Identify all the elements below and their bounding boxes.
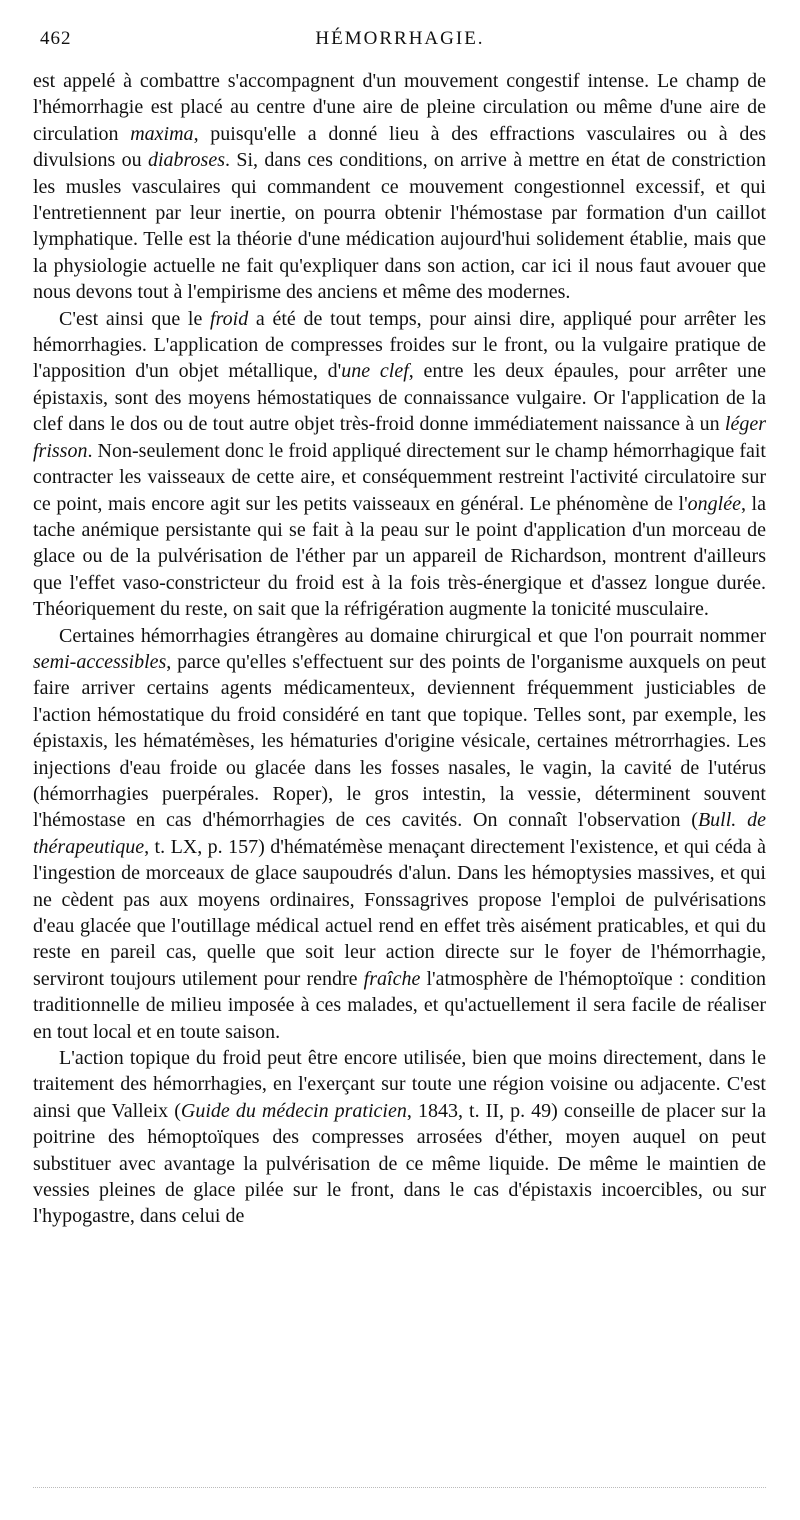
text-run: L'action topique du froid peut être encore utilisée, bien que moins directement, dans le traitement des hémorrhagies, en l'exerçant sur toute une région voisine ou adjacente. C'est ainsi que Valleix (: [33, 1047, 766, 1122]
text-run: a été de tout temps, pour ainsi dire, appliqué pour arrêter les hémorrhagies. L'application de compresses froides sur le front, ou la vulgaire pratique de l'apposition d'un objet métallique, d': [33, 307, 766, 383]
italic-text: froid: [210, 307, 249, 330]
italic-text: fraîche: [363, 967, 421, 990]
text-run: l'atmosphère de l'hémoptoïque : condition traditionnelle de milieu imposée à ces malades, et qu'actuellement il sera facile de réaliser en tout local et en toute saison.: [33, 967, 766, 1043]
paragraph: [33, 306, 766, 623]
italic-text: semi-accessibles: [33, 650, 167, 673]
paragraph: [33, 623, 766, 1046]
text-run: . Non-seulement donc le froid appliqué directement sur le champ hémorrhagique fait contracter les vaisseaux de cette aire, et conséquemment restreint l'activité circulatoire sur ce point, mais encore agit sur les petits vaisseaux en général. Le phénomène de l': [33, 439, 766, 515]
text-run: est appelé à combattre s'accompagnent d'un mouvement congestif intense. Le champ de l'hémorrhagie est placé au centre d'une aire de pleine circulation ou même d'une aire de circulation: [33, 70, 766, 145]
footer-rule: [33, 1487, 766, 1488]
italic-text: léger frisson: [33, 413, 766, 462]
running-head: [40, 28, 760, 58]
text-run: , entre les deux épaules, pour arrêter une épistaxis, sont des moyens hémostatiques de connaissance vulgaire. Or l'application de la clef dans le dos ou de tout autre objet très-froid donne immédiatement naissance à un: [33, 360, 766, 436]
text-run: , la tache anémique persistante qui se fait à la peau sur le point d'application d'un morceau de glace ou de la pulvérisation de l'éther par un appareil de Richardson, montrent d'ailleurs que l'effet vaso-constricteur du froid est à la fois très-énergique et d'assez longue durée. Théoriquement du reste, on sait que la réfrigération augmente la tonicité musculaire.: [33, 492, 766, 621]
italic-text: maxima: [130, 122, 194, 145]
page-number: 462: [40, 28, 72, 49]
paragraph: [33, 1045, 766, 1230]
text-run: , parce qu'elles s'effectuent sur des points de l'organisme auxquels on peut faire arriver certains agents médicamenteux, deviennent fréquemment justiciables de l'action hémostatique du froid considéré en tant que topique. Telles sont, par exemple, les épistaxis, les hématémèses, les hématuries d'origine vésicale, certaines métrorrhagies. Les injections d'eau froide ou glacée dans les fosses nasales, le vagin, la cavité de l'utérus (hémorrhagies puerpérales. Roper), le gros intestin, la vessie, déterminent souvent l'hémostase en cas d'hémorrhagies de ces cavités. On connaît l'observation (: [33, 650, 766, 832]
italic-text: onglée: [687, 492, 741, 515]
text-run: . Si, dans ces conditions, on arrive à mettre en état de constriction les musles vasculaires qui commandent ce mouvement congestionnel excessif, et qui l'entretiennent par leur inertie, on pourra obtenir l'hémostase par formation d'un caillot lymphatique. Telle est la théorie d'une médication aujourd'hui solidement établie, mais que la physiologie actuelle ne fait qu'expliquer dans son action, car ici il nous faut avouer que nous devons tout à l'empirisme des anciens et même des modernes.: [33, 149, 766, 304]
text-run: , t. LX, p. 157) d'hématémèse menaçant directement l'existence, et qui céda à l'ingestion de morceaux de glace saupoudrés d'alun. Dans les hémoptysies massives, et qui ne cèdent pas aux moyens ordinaires, Fonssagrives propose l'emploi de pulvérisations d'eau glacée que l'outillage médical actuel rend en effet très aisément praticables, et qui du reste en pareil cas, quelle que soit leur action directe sur le foyer de l'hémorrhagie, serviront toujours utilement pour rendre: [33, 835, 766, 990]
running-title: HÉMORRHAGIE.: [315, 28, 485, 49]
italic-text: Bull. de thérapeutique: [33, 809, 766, 858]
body-text: [33, 68, 766, 1230]
text-run: C'est ainsi que le: [59, 307, 211, 330]
italic-text: une clef: [341, 360, 409, 383]
italic-text: diabroses: [147, 149, 225, 172]
text-run: , 1843, t. II, p. 49) conseille de placer sur la poitrine des hémoptoïques des compresses arrosées d'éther, moyen auquel on peut substituer avec avantage la pulvérisation de ce même liquide. De même le maintien de vessies pleines de glace pilée sur le front, dans le cas d'épistaxis incoercibles, ou sur l'hypogastre, dans celui de: [33, 1099, 766, 1228]
text-run: , puisqu'elle a donné lieu à des effractions vasculaires ou à des divulsions ou: [33, 122, 766, 172]
italic-text: Guide du médecin praticien: [180, 1099, 407, 1122]
text-run: Certaines hémorrhagies étrangères au domaine chirurgical et que l'on pourrait nommer: [59, 624, 766, 647]
paragraph: [33, 68, 766, 306]
